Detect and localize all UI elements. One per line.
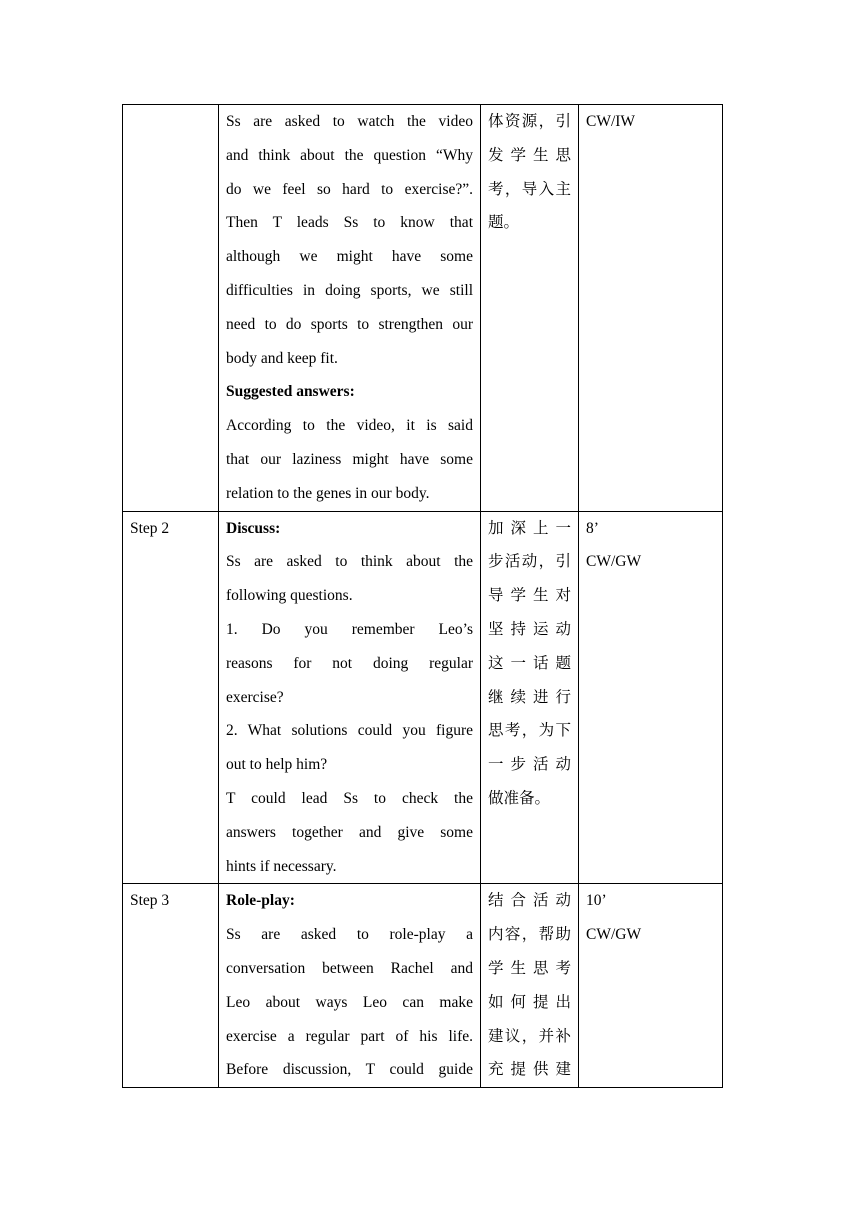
content-cell	[219, 884, 481, 1088]
section-heading: Role-play:	[226, 892, 295, 910]
purpose-line: 结 合 活 动	[488, 892, 571, 910]
purpose-line: 一 步 活 动	[488, 756, 571, 774]
lesson-plan-table	[122, 104, 723, 1088]
content-line: need to do sports to strengthen our	[226, 315, 473, 333]
content-line: hints if necessary.	[226, 857, 337, 875]
content-line: Ss are asked to think about the	[226, 553, 473, 571]
time-mode-cell	[579, 511, 723, 884]
content-line: relation to the genes in our body.	[226, 484, 430, 502]
content-line: Before discussion, T could guide	[226, 1061, 473, 1079]
content-line: following questions.	[226, 587, 353, 605]
content-cell	[219, 105, 481, 512]
content-line: 2. What solutions could you figure	[226, 722, 473, 740]
step-cell: Step 3	[123, 884, 219, 1088]
content-line: T could lead Ss to check the	[226, 789, 473, 807]
content-line: exercise?	[226, 688, 284, 706]
content-line: that our laziness might have some	[226, 450, 473, 468]
purpose-cell	[481, 511, 579, 884]
content-line: exercise a regular part of his life.	[226, 1027, 473, 1045]
purpose-line: 考，导入主	[488, 180, 571, 198]
content-line: although we might have some	[226, 248, 473, 266]
purpose-cell	[481, 884, 579, 1088]
table-row	[123, 884, 723, 1088]
section-heading: Suggested answers:	[226, 383, 355, 401]
purpose-line: 题。	[488, 214, 520, 232]
content-line: and think about the question “Why	[226, 146, 473, 164]
content-line: Leo about ways Leo can make	[226, 993, 473, 1011]
content-line: Ss are asked to role-play a	[226, 926, 473, 944]
step-cell: Step 2	[123, 511, 219, 884]
time-mode-cell	[579, 105, 723, 512]
section-heading: Discuss:	[226, 519, 281, 537]
purpose-line: 加 深 上 一	[488, 519, 571, 537]
content-line: do we feel so hard to exercise?”.	[226, 180, 473, 198]
time-label: 8’	[586, 519, 599, 537]
content-line: conversation between Rachel and	[226, 959, 473, 977]
table-row	[123, 511, 723, 884]
purpose-line: 导 学 生 对	[488, 587, 571, 605]
purpose-line: 体资源，引	[488, 113, 571, 130]
purpose-line: 如 何 提 出	[488, 993, 571, 1011]
content-line: Ss are asked to watch the video	[226, 113, 473, 130]
mode-label: CW/GW	[586, 926, 642, 944]
purpose-cell	[481, 105, 579, 512]
content-line: According to the video, it is said	[226, 417, 473, 435]
mode-label: CW/IW	[586, 113, 636, 130]
content-line: Then T leads Ss to know that	[226, 214, 473, 232]
content-line: difficulties in doing sports, we still	[226, 281, 473, 299]
content-line: out to help him?	[226, 756, 328, 774]
purpose-line: 充 提 供 建	[488, 1061, 571, 1079]
purpose-line: 建议，并补	[488, 1027, 571, 1045]
time-mode-cell	[579, 884, 723, 1088]
purpose-line: 步活动，引	[488, 553, 571, 571]
step-cell	[123, 105, 219, 512]
purpose-line: 思考，为下	[488, 722, 571, 740]
content-line: 1. Do you remember Leo’s	[226, 620, 473, 638]
purpose-line: 做准备。	[488, 789, 551, 807]
content-line: reasons for not doing regular	[226, 654, 473, 672]
purpose-line: 继 续 进 行	[488, 688, 571, 706]
purpose-line: 内容，帮助	[488, 926, 571, 944]
content-line: answers together and give some	[226, 823, 473, 841]
content-line: body and keep fit.	[226, 349, 338, 367]
table-row	[123, 105, 723, 512]
purpose-line: 学 生 思 考	[488, 959, 571, 977]
purpose-line: 这 一 话 题	[488, 654, 571, 672]
purpose-line: 发 学 生 思	[488, 146, 571, 164]
content-cell	[219, 511, 481, 884]
time-label: 10’	[586, 892, 607, 910]
purpose-line: 坚 持 运 动	[488, 620, 571, 638]
mode-label: CW/GW	[586, 553, 642, 571]
